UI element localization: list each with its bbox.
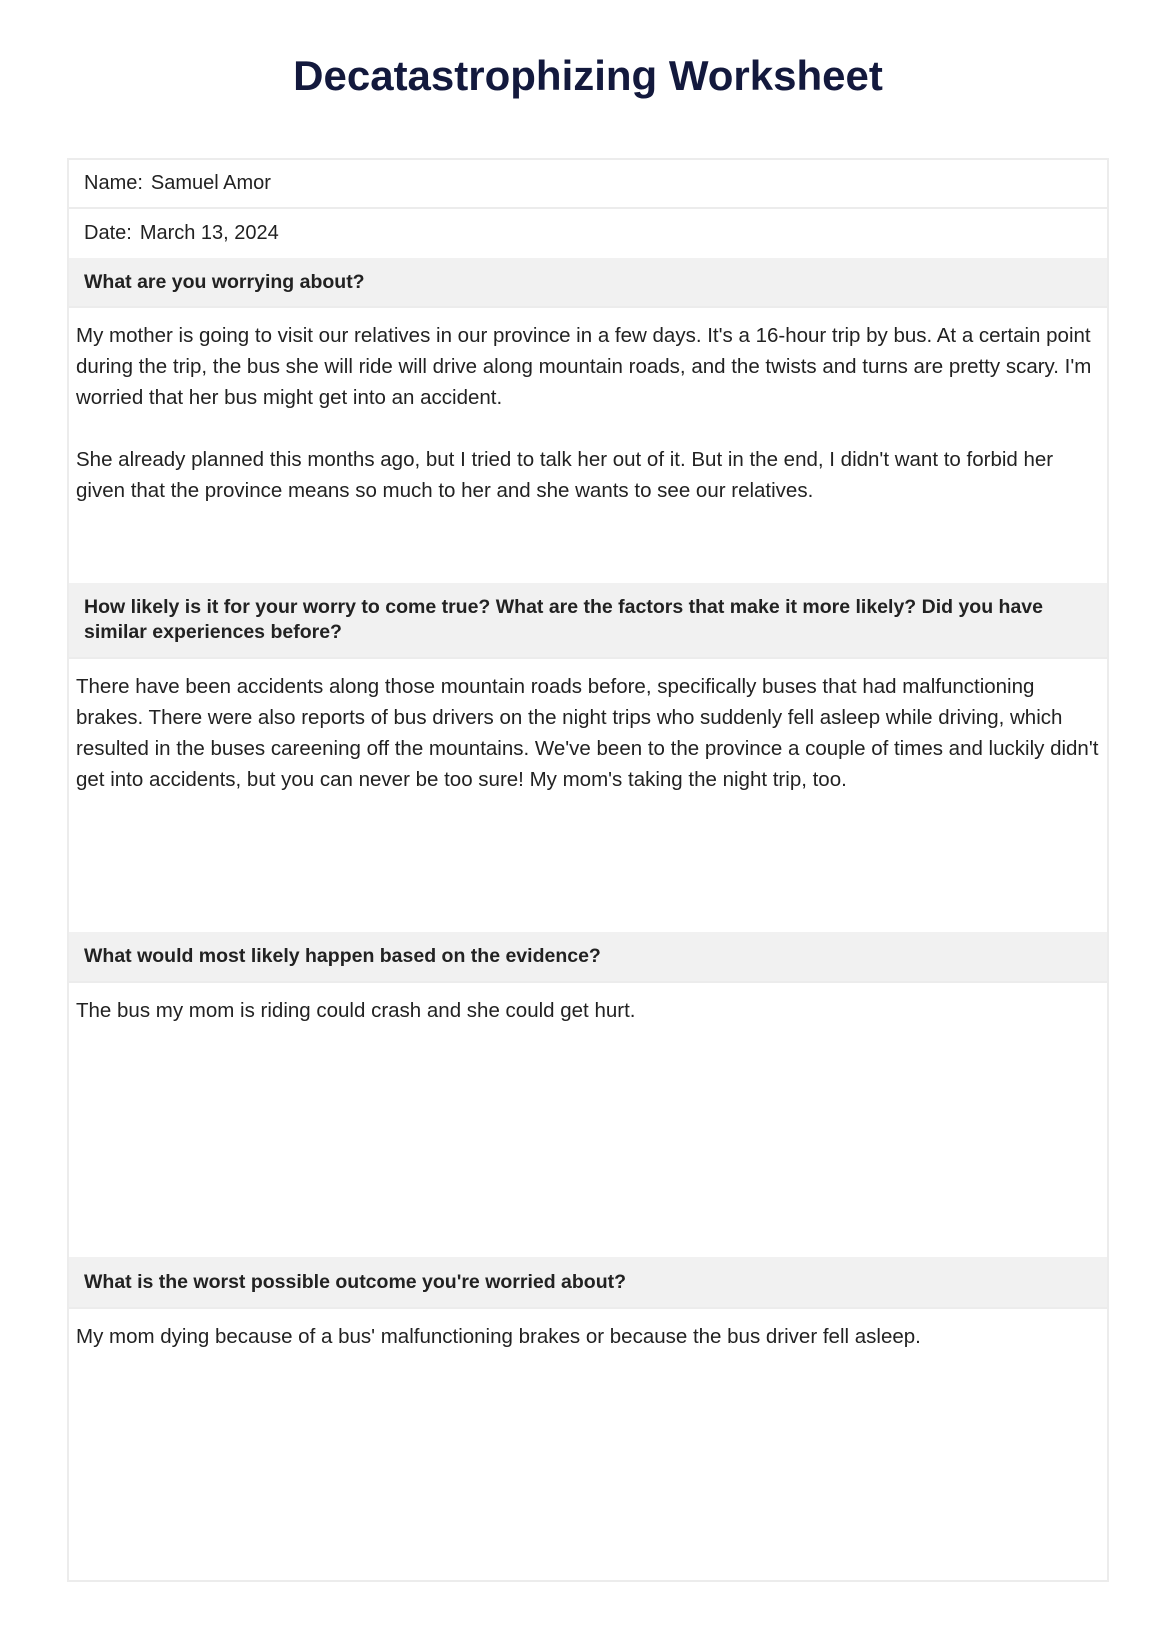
date-field[interactable] — [69, 209, 1107, 258]
question-worst-outcome: What is the worst possible outcome you're worried about? — [69, 1257, 1107, 1309]
page-title: Decatastrophizing Worksheet — [293, 52, 883, 99]
name-label: Name: — [84, 172, 143, 194]
answer-worry[interactable] — [69, 308, 1107, 583]
name-field[interactable] — [69, 160, 1107, 209]
answer-paragraph: The bus my mom is riding could crash and she could get hurt. — [76, 999, 636, 1022]
date-value: March 13, 2024 — [139, 222, 279, 244]
answer-paragraph: She already planned this months ago, but I tried to talk her out of it. But in the end, I didn't want to forbid her given that the province means so much to her and she wants to see our relatives. — [76, 448, 1054, 502]
answer-likelihood[interactable] — [69, 659, 1107, 932]
question-likelihood: How likely is it for your worry to come true? What are the factors that make it more likely? Did you have similar experiences before? — [69, 583, 1107, 659]
date-label: Date: — [84, 222, 132, 244]
answer-worst-outcome[interactable] — [69, 1309, 1107, 1579]
answer-likely-outcome[interactable] — [69, 983, 1107, 1257]
name-value: Samuel Amor — [150, 172, 271, 194]
answer-paragraph: There have been accidents along those mountain roads before, specifically buses that had malfunctioning brakes. There were also reports of bus drivers on the night trips who suddenly fell asleep while driving, which resulted in the buses careening off the mountains. We've been to the province a couple of times and luckily didn't get into accidents, but you can never be too sure! My mom's taking the night trip, too. — [76, 675, 1099, 791]
answer-paragraph: My mother is going to visit our relatives in our province in a few days. It's a 16-hour trip by bus. At a certain point during the trip, the bus she will ride will drive along mountain roads, and the twists and turns are pretty scary. I'm worried that her bus might get into an accident. — [76, 324, 1092, 409]
worksheet-form — [67, 158, 1109, 1582]
question-worry: What are you worrying about? — [69, 258, 1107, 308]
question-likely-outcome: What would most likely happen based on the evidence? — [69, 932, 1107, 983]
answer-paragraph: My mom dying because of a bus' malfunctioning brakes or because the bus driver fell asleep. — [76, 1325, 921, 1348]
